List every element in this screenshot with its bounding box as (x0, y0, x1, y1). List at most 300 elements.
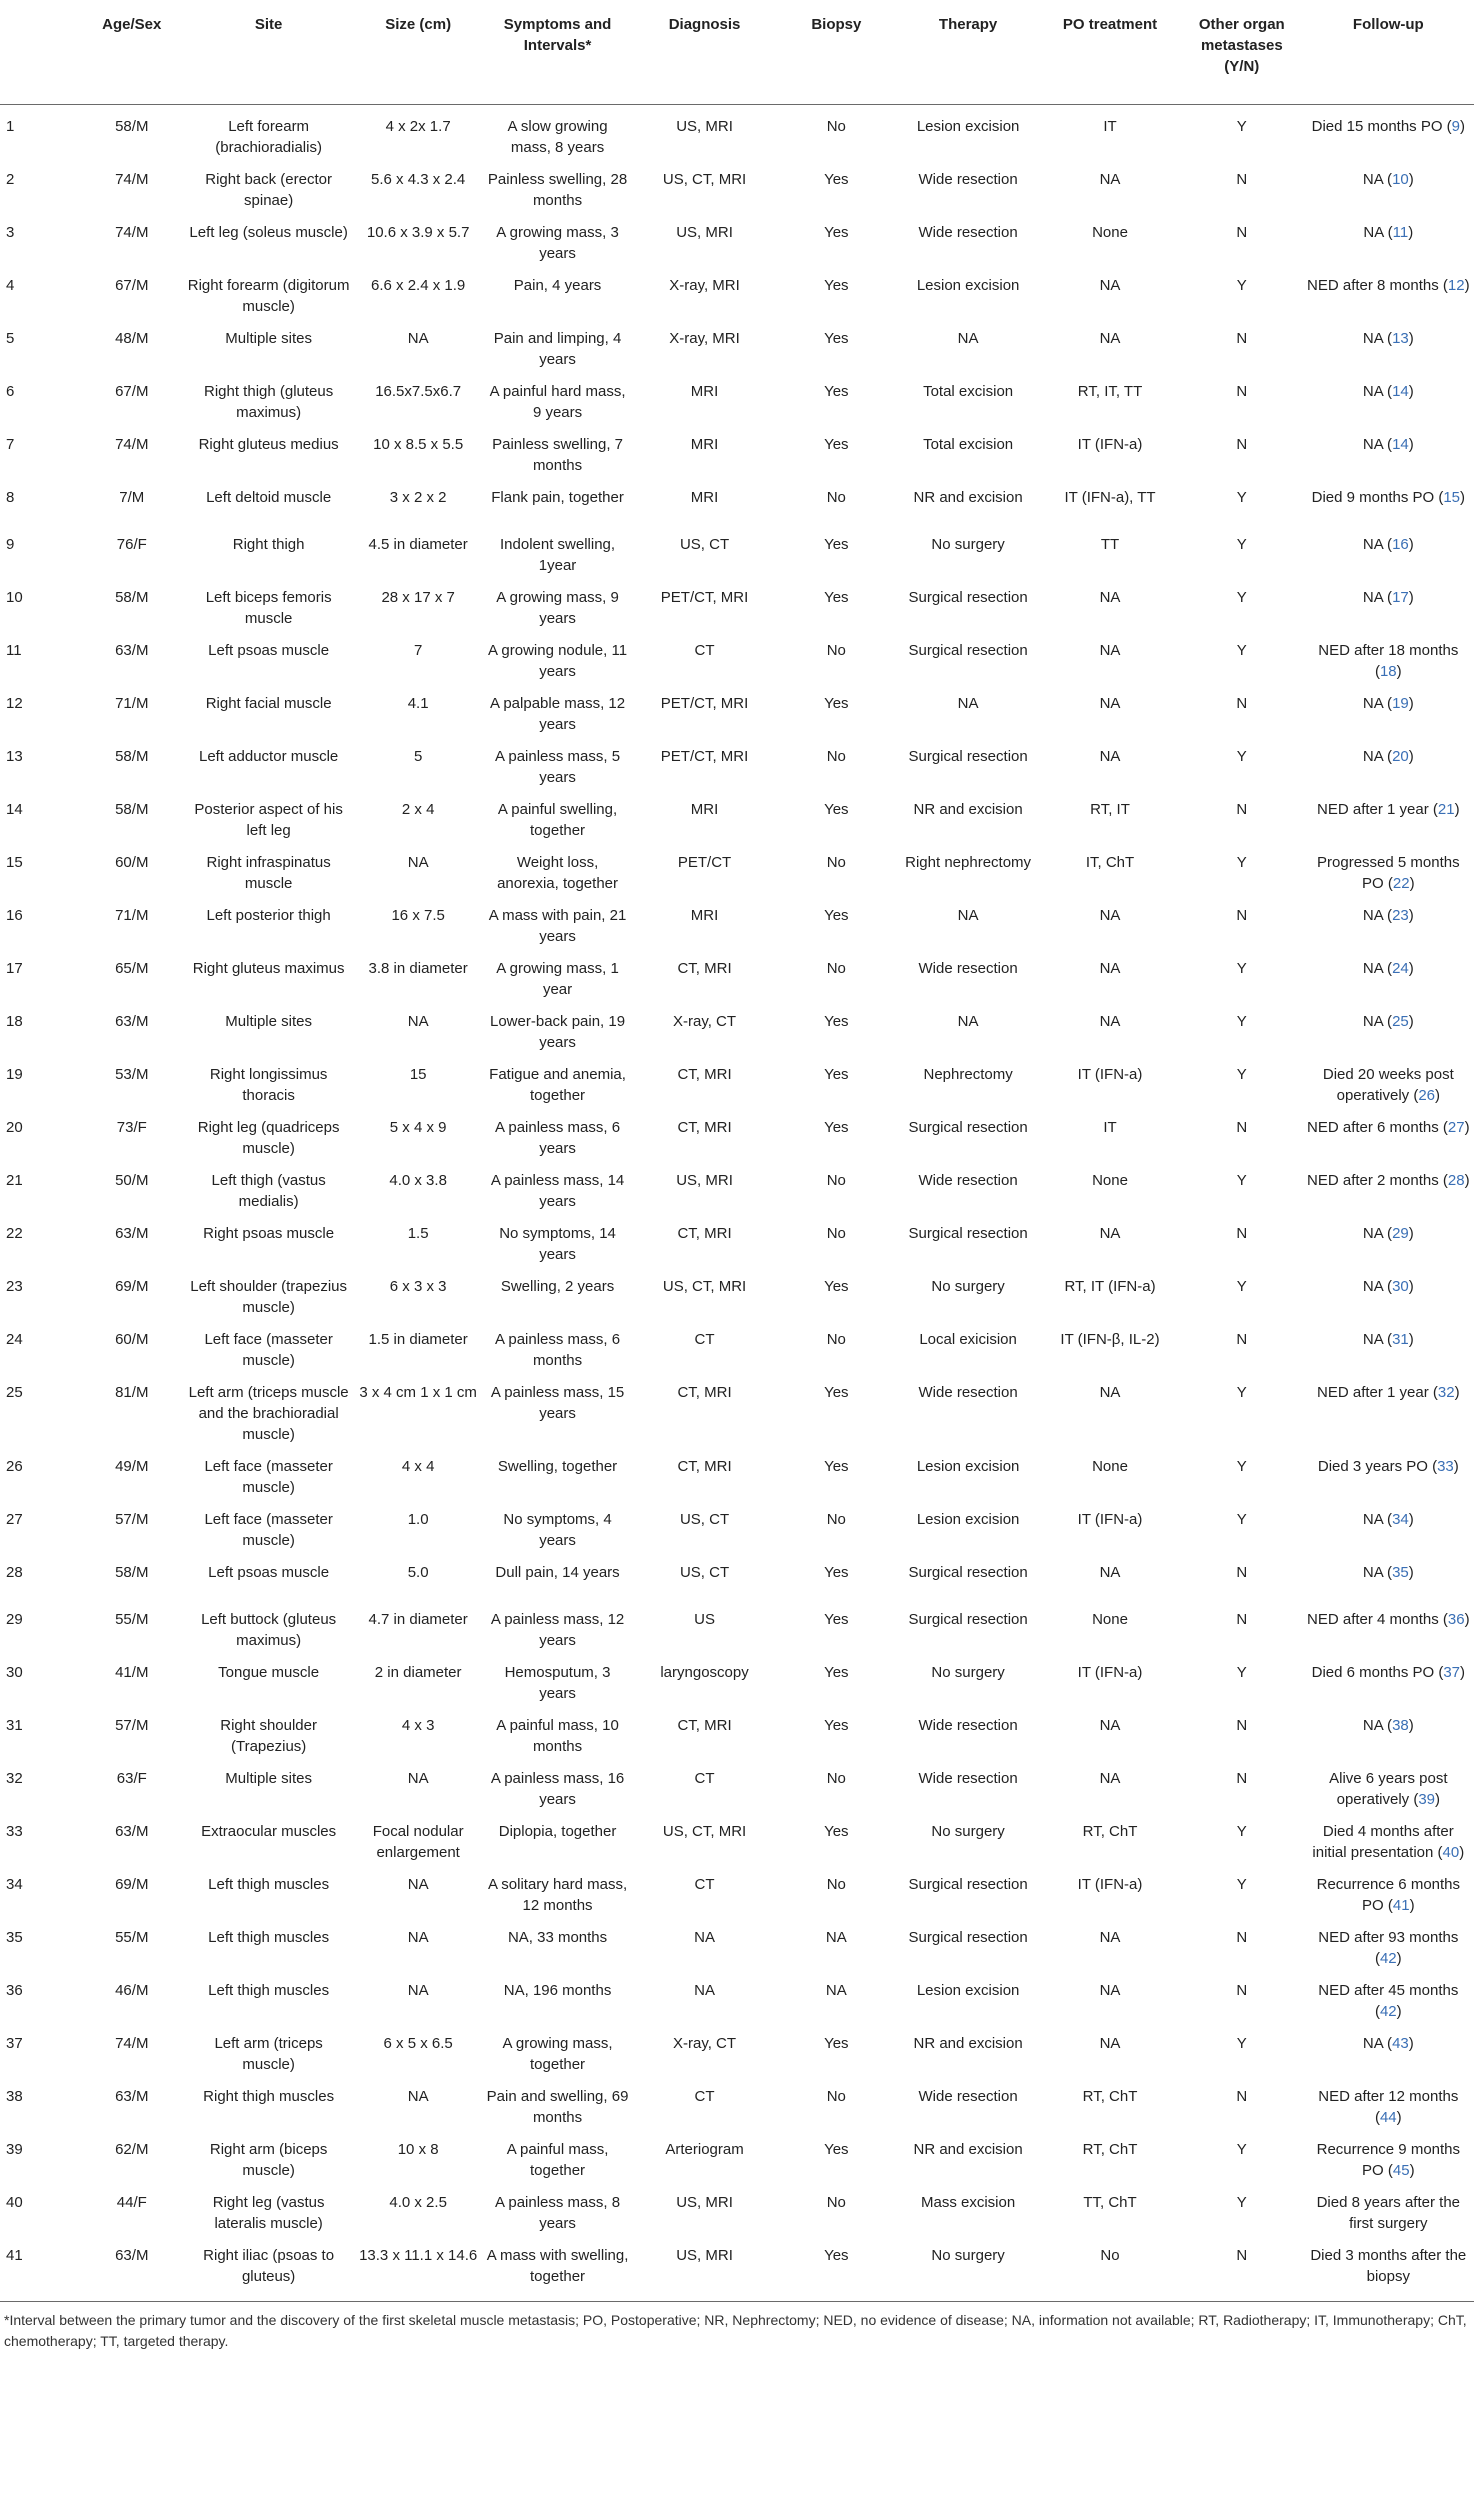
cell-row-index: 28 (6, 1563, 23, 1581)
cell-diagnosis: CT, MRI (677, 1383, 732, 1401)
cell-site: Left thigh muscles (208, 1928, 330, 1946)
follow-up-text: NED after 6 months ( (1307, 1118, 1448, 1136)
cell-po-treatment: IT (IFN-a) (1077, 435, 1143, 453)
cell-site: Left buttock (gluteus maximus) (201, 1610, 337, 1649)
cell-therapy: NR and excision (913, 2140, 1023, 2158)
cell-follow-up (1303, 1498, 1474, 1551)
follow-up-text: NED after 12 months ( (1318, 2087, 1459, 2126)
cell-follow-up (1303, 1000, 1474, 1053)
follow-up-text: NED after 2 months ( (1307, 1171, 1448, 1189)
cell-size: 1.5 in diameter (368, 1330, 468, 1348)
cell-po-treatment: TT, ChT (1083, 2193, 1137, 2211)
cell-biopsy: NA (825, 1981, 847, 1999)
cell-symptoms: A painless mass, 15 years (490, 1383, 625, 1422)
reference-link[interactable]: 16 (1392, 535, 1409, 553)
cell-symptoms: Lower-back pain, 19 years (490, 1012, 626, 1051)
reference-link[interactable]: 26 (1418, 1086, 1435, 1104)
reference-link[interactable]: 42 (1379, 1949, 1397, 1967)
follow-up-text: NA ( (1362, 1012, 1393, 1030)
cell-size: 16 x 7.5 (391, 906, 445, 924)
cell-diagnosis: US, CT, MRI (662, 1277, 747, 1295)
cell-therapy: NR and excision (913, 2034, 1023, 2052)
table-row (0, 158, 1474, 211)
cell-therapy: Lesion excision (916, 117, 1020, 135)
reference-link[interactable]: 28 (1447, 1171, 1465, 1189)
table-row (0, 947, 1474, 1000)
cell-site: Left thigh muscles (208, 1875, 330, 1893)
cell-diagnosis: CT, MRI (677, 1118, 732, 1136)
header-follow-up: Follow-up (1303, 0, 1474, 104)
cell-other-metastases: N (1236, 223, 1248, 241)
cell-symptoms: A slow growing mass, 8 years (507, 117, 608, 156)
header-po-treatment: PO treatment (1039, 0, 1181, 104)
cell-follow-up (1303, 576, 1474, 629)
reference-link[interactable]: 32 (1437, 1383, 1455, 1401)
cell-diagnosis: X-ray, MRI (669, 329, 740, 347)
table-row (0, 1651, 1474, 1704)
cell-symptoms: No symptoms, 14 years (499, 1224, 616, 1263)
cell-other-metastases: Y (1236, 117, 1247, 135)
cell-site: Posterior aspect of his left leg (194, 800, 343, 839)
cell-therapy: Wide resection (918, 170, 1018, 188)
reference-link[interactable]: 30 (1392, 1277, 1409, 1295)
header-diagnosis: Diagnosis (634, 0, 776, 104)
cell-site: Left face (masseter muscle) (204, 1457, 333, 1496)
cell-row-index: 15 (6, 853, 23, 871)
cell-site: Right iliac (psoas to gluteus) (182, 2234, 354, 2302)
table-row (0, 1757, 1474, 1810)
cell-therapy: Surgical resection (908, 641, 1028, 659)
cell-row-index: 30 (6, 1663, 23, 1681)
reference-close-paren: ) (1396, 2002, 1402, 2020)
cell-po-treatment: NA (1099, 276, 1121, 294)
reference-link[interactable]: 27 (1447, 1118, 1465, 1136)
cell-follow-up (1303, 735, 1474, 788)
cell-site: Right thigh (gluteus maximus) (204, 382, 334, 421)
cell-site: Right gluteus maximus (192, 959, 345, 977)
reference-link[interactable]: 14 (1392, 382, 1409, 400)
cell-diagnosis: US (694, 1610, 715, 1628)
cell-symptoms: Pain, 4 years (513, 276, 602, 294)
cell-site: Right infraspinatus muscle (206, 853, 331, 892)
cell-therapy: Wide resection (918, 1769, 1018, 1787)
cell-age-sex: 73/F (116, 1118, 147, 1136)
reference-close-paren: ) (1460, 117, 1466, 135)
cell-site: Multiple sites (225, 1769, 312, 1787)
reference-link[interactable]: 40 (1442, 1843, 1460, 1861)
cell-follow-up (1303, 423, 1474, 476)
cell-diagnosis: CT (694, 641, 715, 659)
cell-po-treatment: IT (IFN-a) (1077, 1065, 1143, 1083)
cell-site: Right longissimus thoracis (209, 1065, 328, 1104)
cell-biopsy: Yes (824, 382, 849, 400)
reference-link[interactable]: 23 (1392, 906, 1409, 924)
cell-row-index: 1 (6, 117, 15, 135)
follow-up-text: NA ( (1362, 588, 1393, 606)
cell-other-metastases: Y (1236, 1510, 1247, 1528)
cell-therapy: Nephrectomy (923, 1065, 1013, 1083)
cell-biopsy: Yes (824, 1716, 849, 1734)
reference-close-paren: ) (1464, 1171, 1470, 1189)
cell-follow-up (1303, 2022, 1474, 2075)
reference-link[interactable]: 20 (1392, 747, 1409, 765)
cell-biopsy: Yes (824, 329, 849, 347)
cell-row-index: 17 (6, 959, 23, 977)
cell-po-treatment: IT (1103, 117, 1117, 135)
cell-biopsy: Yes (824, 276, 849, 294)
cell-row-index: 2 (6, 170, 15, 188)
follow-up-text: NA ( (1362, 170, 1393, 188)
cell-po-treatment: RT, IT, TT (1077, 382, 1143, 400)
reference-close-paren: ) (1459, 1843, 1465, 1861)
cell-symptoms: A mass with swelling, together (482, 2234, 634, 2302)
cell-po-treatment: IT (IFN-a), TT (1064, 488, 1156, 506)
cell-row-index: 4 (6, 276, 15, 294)
cell-other-metastases: Y (1236, 1663, 1247, 1681)
cell-diagnosis: MRI (690, 488, 719, 506)
cell-diagnosis: US, CT (679, 1510, 730, 1528)
cell-biopsy: No (826, 2193, 846, 2211)
reference-close-paren: ) (1408, 1716, 1414, 1734)
cell-size: NA (407, 1981, 429, 1999)
cell-other-metastases: Y (1236, 641, 1247, 659)
cell-symptoms: Hemosputum, 3 years (504, 1663, 611, 1702)
reference-link[interactable]: 19 (1392, 694, 1409, 712)
cell-biopsy: Yes (824, 800, 849, 818)
reference-close-paren: ) (1453, 1457, 1459, 1475)
cell-symptoms: Weight loss, anorexia, together (497, 853, 618, 892)
cell-follow-up (1303, 1265, 1474, 1318)
cell-age-sex: 74/M (115, 2034, 149, 2052)
cell-follow-up (1303, 523, 1474, 576)
cell-symptoms: A palpable mass, 12 years (490, 694, 626, 733)
cell-size: 6 x 5 x 6.5 (383, 2034, 453, 2052)
reference-link[interactable]: 24 (1392, 959, 1409, 977)
cell-symptoms: A painless mass, 12 years (490, 1610, 625, 1649)
cell-biopsy: No (826, 1510, 846, 1528)
cell-biopsy: Yes (824, 435, 849, 453)
table-footnote: *Interval between the primary tumor and the discovery of the first skeletal muscle metastasis; PO, Postoperative; NR, Nephrectomy; NED, no evidence of disease; NA, information not available; RT, Radiotherapy; IT, Immunotherapy; ChT, chemotherapy; TT, targeted therapy. (4, 2312, 1467, 2349)
cell-other-metastases: Y (1236, 853, 1247, 871)
cell-size: NA (407, 1012, 429, 1030)
cell-site: Left arm (triceps muscle) (214, 2034, 323, 2073)
cell-age-sex: 76/F (116, 535, 147, 553)
cell-therapy: Lesion excision (916, 1981, 1020, 1999)
cell-symptoms: Pain and swelling, 69 months (486, 2087, 629, 2126)
cell-therapy: No surgery (931, 1277, 1005, 1295)
cell-follow-up (1303, 1318, 1474, 1371)
cell-size: 4.7 in diameter (368, 1610, 468, 1628)
cell-follow-up (1303, 1598, 1474, 1651)
table-row (0, 370, 1474, 423)
cell-age-sex: 58/M (115, 1563, 149, 1581)
cell-row-index: 13 (6, 747, 23, 765)
reference-link[interactable]: 34 (1392, 1510, 1409, 1528)
cell-follow-up (1303, 1863, 1474, 1916)
cell-size: 4.5 in diameter (368, 535, 468, 553)
cell-site: Left face (masseter muscle) (204, 1510, 333, 1549)
reference-link[interactable]: 12 (1447, 276, 1465, 294)
reference-close-paren: ) (1408, 1224, 1414, 1242)
cell-therapy: Wide resection (918, 1383, 1018, 1401)
reference-link[interactable]: 35 (1392, 1563, 1409, 1581)
cell-symptoms: A growing mass, 9 years (496, 588, 619, 627)
cell-row-index: 33 (6, 1822, 23, 1840)
cell-other-metastases: Y (1236, 747, 1247, 765)
cell-row-index: 41 (0, 2234, 81, 2302)
table-row (0, 1106, 1474, 1159)
cell-other-metastases: N (1236, 1716, 1248, 1734)
table-row (0, 1265, 1474, 1318)
reference-link[interactable]: 42 (1379, 2002, 1397, 2020)
cell-size: NA (407, 329, 429, 347)
header-age-sex: Age/Sex (81, 0, 182, 104)
cell-biopsy: Yes (824, 223, 849, 241)
cell-row-index: 12 (6, 694, 23, 712)
cell-symptoms: A painless mass, 6 months (495, 1330, 621, 1369)
reference-close-paren: ) (1396, 1949, 1402, 1967)
table-header-row (0, 0, 1474, 104)
reference-close-paren: ) (1408, 1012, 1414, 1030)
follow-up-text: NA ( (1362, 1224, 1393, 1242)
cell-po-treatment: RT, IT (IFN-a) (1064, 1277, 1156, 1295)
cell-row-index: 9 (6, 535, 15, 553)
reference-link[interactable]: 45 (1392, 2161, 1410, 2179)
cell-symptoms: Diplopia, together (498, 1822, 617, 1840)
reference-link[interactable]: 10 (1392, 170, 1409, 188)
cell-size: 15 (409, 1065, 427, 1083)
cell-therapy: No surgery (931, 1663, 1005, 1681)
cell-symptoms: No symptoms, 4 years (503, 1510, 612, 1549)
cell-therapy: Wide resection (918, 1171, 1018, 1189)
table-row (0, 1598, 1474, 1651)
reference-link[interactable]: 9 (1451, 117, 1461, 135)
cell-follow-up (1303, 1704, 1474, 1757)
cell-other-metastases: Y (1236, 2034, 1247, 2052)
cell-biopsy: No (826, 117, 846, 135)
cell-therapy: NR and excision (913, 488, 1023, 506)
cell-diagnosis: US, MRI (676, 1171, 733, 1189)
reference-link[interactable]: 33 (1437, 1457, 1454, 1475)
cell-other-metastases: N (1236, 2087, 1248, 2105)
cell-biopsy: No (826, 1330, 846, 1348)
header-site: Site (182, 0, 354, 104)
cell-biopsy: Yes (824, 1277, 849, 1295)
reference-close-paren: ) (1408, 329, 1414, 347)
table-row (0, 1371, 1474, 1445)
follow-up-text: NA ( (1363, 223, 1393, 241)
cell-follow-up (1303, 1212, 1474, 1265)
cell-size: NA (407, 853, 429, 871)
table-row (0, 1863, 1474, 1916)
reference-link[interactable]: 44 (1379, 2108, 1397, 2126)
cell-other-metastases: Y (1236, 1277, 1247, 1295)
cell-symptoms: A growing mass, together (502, 2034, 613, 2073)
reference-close-paren: ) (1408, 2034, 1414, 2052)
cell-biopsy: Yes (824, 2034, 849, 2052)
cell-age-sex: 63/M (115, 1224, 149, 1242)
cell-size: NA (407, 1875, 429, 1893)
follow-up-text: Died 20 weeks post operatively ( (1322, 1065, 1454, 1104)
reference-link[interactable]: 36 (1447, 1610, 1465, 1628)
reference-close-paren: ) (1408, 1277, 1414, 1295)
cell-biopsy: Yes (824, 694, 849, 712)
cell-biopsy: Yes (824, 1457, 849, 1475)
cell-follow-up (1303, 1969, 1474, 2022)
reference-link[interactable]: 43 (1392, 2034, 1409, 2052)
cell-diagnosis: US, MRI (676, 2193, 733, 2211)
reference-link[interactable]: 14 (1392, 435, 1409, 453)
cell-age-sex: 49/M (115, 1457, 149, 1475)
cell-other-metastases: Y (1236, 535, 1247, 553)
cell-follow-up (1303, 264, 1474, 317)
follow-up-text: Alive 6 years post operatively ( (1329, 1769, 1448, 1808)
cell-age-sex: 57/M (115, 1510, 149, 1528)
cell-therapy: NA (957, 1012, 979, 1030)
reference-link[interactable]: 38 (1392, 1716, 1409, 1734)
cell-age-sex: 81/M (115, 1383, 149, 1401)
cell-therapy: No surgery (931, 535, 1005, 553)
cell-age-sex: 55/M (115, 1928, 149, 1946)
table-row (0, 317, 1474, 370)
cell-site: Multiple sites (225, 329, 312, 347)
table-row (0, 1810, 1474, 1863)
cell-follow-up (1303, 317, 1474, 370)
cell-symptoms: Painless swelling, 28 months (487, 170, 628, 209)
cell-diagnosis: X-ray, CT (673, 2034, 737, 2052)
table-row (0, 894, 1474, 947)
cell-therapy: Surgical resection (908, 1928, 1028, 1946)
cell-po-treatment: NA (1099, 906, 1121, 924)
cell-other-metastases: Y (1236, 1012, 1247, 1030)
follow-up-text: NA ( (1362, 535, 1393, 553)
follow-up-text: NA ( (1362, 2034, 1393, 2052)
table-body (0, 104, 1474, 2302)
cell-symptoms: Indolent swelling, 1year (500, 535, 616, 574)
header-size: Size (cm) (355, 0, 482, 104)
cell-age-sex: 63/M (115, 1822, 149, 1840)
reference-link[interactable]: 13 (1392, 329, 1409, 347)
cell-biopsy: Yes (824, 1065, 849, 1083)
cell-symptoms: Swelling, together (497, 1457, 618, 1475)
table-row (0, 2075, 1474, 2128)
reference-link[interactable]: 29 (1392, 1224, 1409, 1242)
cell-age-sex: 65/M (115, 959, 149, 977)
cell-other-metastases: Y (1236, 1171, 1247, 1189)
cell-biopsy: No (826, 488, 846, 506)
cell-therapy: NR and excision (913, 800, 1023, 818)
reference-link[interactable]: 22 (1392, 874, 1410, 892)
table-row (0, 1053, 1474, 1106)
table-row (0, 735, 1474, 788)
cell-po-treatment: IT (1103, 1118, 1117, 1136)
reference-link[interactable]: 17 (1392, 588, 1409, 606)
reference-link[interactable]: 37 (1443, 1663, 1461, 1681)
cell-therapy: Lesion excision (916, 1510, 1020, 1528)
cell-symptoms: NA, 33 months (507, 1928, 608, 1946)
cell-po-treatment: NA (1099, 1716, 1121, 1734)
cell-other-metastases: N (1236, 906, 1248, 924)
reference-link[interactable]: 41 (1392, 1896, 1410, 1914)
cell-age-sex: 44/F (116, 2193, 147, 2211)
cell-size: 3 x 4 cm 1 x 1 cm (359, 1383, 477, 1401)
reference-link[interactable]: 15 (1443, 488, 1461, 506)
follow-up-text: NED after 1 year ( (1317, 1383, 1438, 1401)
cell-follow-up (1303, 788, 1474, 841)
cell-site: Left arm (triceps muscle and the brachioradial muscle) (188, 1383, 349, 1443)
cell-diagnosis: CT, MRI (677, 1065, 732, 1083)
cell-follow-up (1303, 211, 1474, 264)
cell-size: 5.0 (407, 1563, 429, 1581)
cell-other-metastases: N (1236, 1928, 1248, 1946)
cell-follow-up (1303, 947, 1474, 1000)
follow-up-text: NA ( (1362, 1277, 1393, 1295)
cell-other-metastases: Y (1236, 1457, 1247, 1475)
follow-up-text: Recurrence 9 months PO ( (1316, 2140, 1461, 2179)
header-biopsy: Biopsy (776, 0, 898, 104)
cell-symptoms: Swelling, 2 years (500, 1277, 615, 1295)
cell-site: Left shoulder (trapezius muscle) (190, 1277, 348, 1316)
table-row (0, 1969, 1474, 2022)
cell-symptoms: A painless mass, 5 years (495, 747, 621, 786)
cell-site: Right arm (biceps muscle) (209, 2140, 328, 2179)
reference-link[interactable]: 25 (1392, 1012, 1409, 1030)
cell-site: Left deltoid muscle (206, 488, 332, 506)
reference-link[interactable]: 21 (1437, 800, 1455, 818)
cell-po-treatment: NA (1099, 1563, 1121, 1581)
cell-site: Left forearm (brachioradialis) (215, 117, 322, 156)
cell-size: 7 (413, 641, 423, 659)
cell-therapy: NA (957, 906, 979, 924)
cell-symptoms: A solitary hard mass, 12 months (487, 1875, 628, 1914)
reference-link[interactable]: 39 (1418, 1790, 1435, 1808)
follow-up-text: NA ( (1362, 329, 1393, 347)
cell-symptoms: A growing mass, 3 years (496, 223, 619, 262)
cell-biopsy: Yes (824, 588, 849, 606)
cell-biopsy: No (826, 853, 846, 871)
cell-po-treatment: NA (1099, 170, 1121, 188)
cell-therapy: NA (957, 329, 979, 347)
table-row (0, 788, 1474, 841)
reference-link[interactable]: 11 (1392, 223, 1409, 241)
cell-biopsy: No (826, 747, 846, 765)
cell-diagnosis: PET/CT (677, 853, 732, 871)
table-row (0, 629, 1474, 682)
reference-close-paren: ) (1396, 662, 1402, 680)
cell-therapy: Surgical resection (908, 1224, 1028, 1242)
cell-diagnosis: CT, MRI (677, 1457, 732, 1475)
cell-other-metastases: N (1236, 435, 1248, 453)
cell-row-index: 24 (6, 1330, 23, 1348)
cell-row-index: 7 (6, 435, 15, 453)
cell-age-sex: 7/M (119, 488, 145, 506)
table-row (0, 1916, 1474, 1969)
cell-row-index: 8 (6, 488, 15, 506)
cell-diagnosis: CT (694, 1330, 715, 1348)
cell-follow-up (1303, 1651, 1474, 1704)
reference-close-paren: ) (1464, 1610, 1470, 1628)
cell-other-metastases: Y (1236, 2140, 1247, 2158)
reference-close-paren: ) (1408, 959, 1414, 977)
cell-site: Tongue muscle (218, 1663, 320, 1681)
cell-site: Right back (erector spinae) (205, 170, 332, 209)
reference-link[interactable]: 18 (1379, 662, 1397, 680)
reference-close-paren: ) (1408, 535, 1414, 553)
reference-link[interactable]: 31 (1392, 1330, 1409, 1348)
cell-diagnosis: MRI (690, 906, 719, 924)
follow-up-text: Died 6 months PO ( (1311, 1663, 1444, 1681)
cell-follow-up (1303, 682, 1474, 735)
